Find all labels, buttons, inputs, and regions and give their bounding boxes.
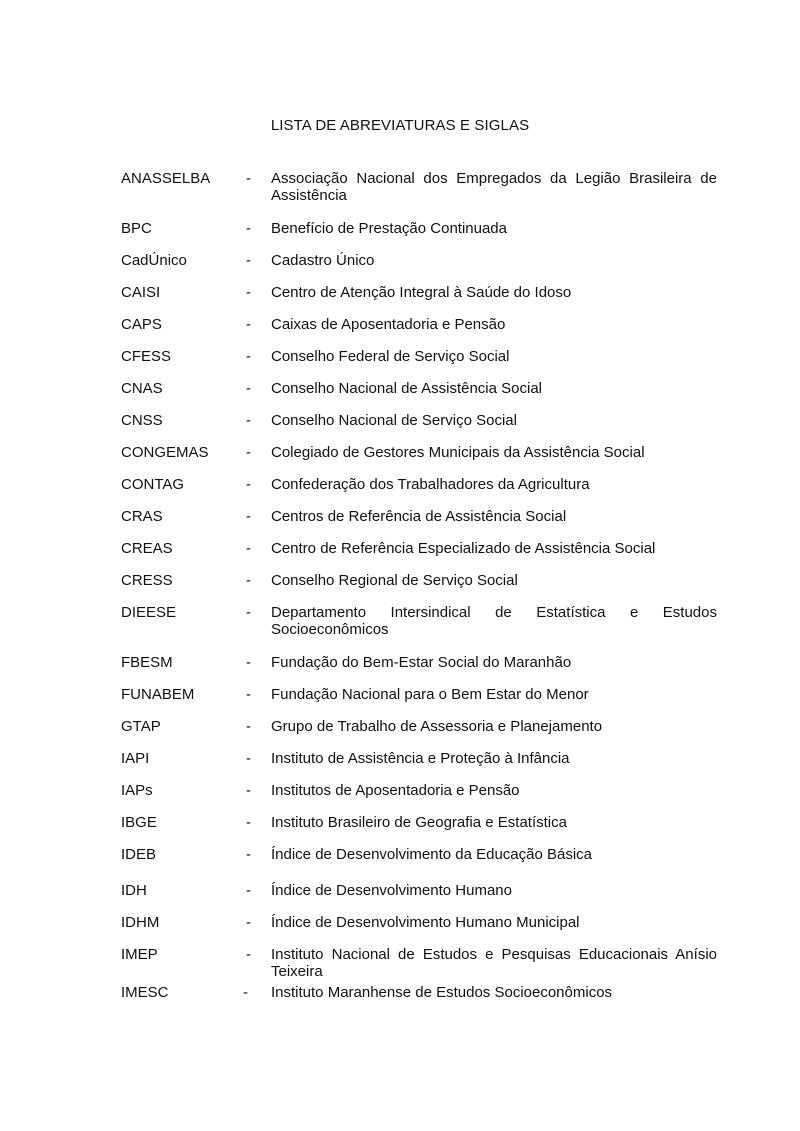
abbreviation: IMEP bbox=[121, 946, 158, 963]
abbreviation-description: Centros de Referência de Assistência Social bbox=[271, 508, 567, 525]
abbreviation: CadÚnico bbox=[121, 252, 187, 269]
abbreviation-description: Confederação dos Trabalhadores da Agricultura bbox=[271, 476, 590, 493]
separator-dash: - bbox=[246, 882, 251, 899]
separator-dash: - bbox=[246, 252, 251, 269]
separator-dash: - bbox=[246, 380, 251, 397]
separator-dash: - bbox=[246, 444, 251, 461]
abbreviation-description: Instituto Nacional de Estudos e Pesquisas Educacionais Anísio Teixeira bbox=[271, 946, 717, 980]
abbreviation: CNSS bbox=[121, 412, 163, 429]
separator-dash: - bbox=[246, 572, 251, 589]
separator-dash: - bbox=[246, 782, 251, 799]
abbreviation-description: Instituto Brasileiro de Geografia e Estatística bbox=[271, 814, 567, 831]
abbreviation: FBESM bbox=[121, 654, 173, 671]
separator-dash: - bbox=[246, 284, 251, 301]
abbreviation: FUNABEM bbox=[121, 686, 195, 703]
separator-dash: - bbox=[246, 814, 251, 831]
separator-dash: - bbox=[246, 654, 251, 671]
abbreviation-description: Cadastro Único bbox=[271, 252, 375, 269]
separator-dash: - bbox=[246, 686, 251, 703]
abbreviation: IAPI bbox=[121, 750, 150, 767]
separator-dash: - bbox=[246, 220, 251, 237]
abbreviation-description: Caixas de Aposentadoria e Pensão bbox=[271, 316, 506, 333]
abbreviation: IAPs bbox=[121, 782, 153, 799]
separator-dash: - bbox=[246, 508, 251, 525]
abbreviation-description: Benefício de Prestação Continuada bbox=[271, 220, 507, 237]
separator-dash: - bbox=[246, 316, 251, 333]
abbreviation-description: Departamento Intersindical de Estatística e Estudos Socioeconômicos bbox=[271, 604, 717, 638]
abbreviation-description: Instituto Maranhense de Estudos Socioeconômicos bbox=[271, 984, 613, 1001]
abbreviation: CRAS bbox=[121, 508, 163, 525]
abbreviation: IDEB bbox=[121, 846, 157, 863]
abbreviation: ANASSELBA bbox=[121, 170, 211, 187]
abbreviation: CFESS bbox=[121, 348, 172, 365]
abbreviation-description: Fundação do Bem-Estar Social do Maranhão bbox=[271, 654, 572, 671]
abbreviation-description: Fundação Nacional para o Bem Estar do Menor bbox=[271, 686, 589, 703]
separator-dash: - bbox=[246, 604, 251, 621]
abbreviation: CONTAG bbox=[121, 476, 185, 493]
abbreviation-description: Índice de Desenvolvimento Humano Municipal bbox=[271, 914, 580, 931]
abbreviation-description: Institutos de Aposentadoria e Pensão bbox=[271, 782, 520, 799]
abbreviation: IDH bbox=[121, 882, 147, 899]
separator-dash: - bbox=[246, 718, 251, 735]
separator-dash: - bbox=[246, 946, 251, 963]
abbreviation: IBGE bbox=[121, 814, 157, 831]
abbreviation-description: Associação Nacional dos Empregados da Legião Brasileira de Assistência bbox=[271, 170, 717, 204]
abbreviation: CRESS bbox=[121, 572, 173, 589]
separator-dash: - bbox=[246, 750, 251, 767]
abbreviation-description: Conselho Nacional de Assistência Social bbox=[271, 380, 542, 397]
separator-dash: - bbox=[246, 846, 251, 863]
abbreviation-description: Índice de Desenvolvimento da Educação Básica bbox=[271, 846, 593, 863]
abbreviation: CAISI bbox=[121, 284, 161, 301]
abbreviation: GTAP bbox=[121, 718, 161, 735]
separator-dash: - bbox=[246, 170, 251, 187]
abbreviation: IMESC bbox=[121, 984, 169, 1001]
separator-dash: - bbox=[246, 476, 251, 493]
abbreviation: DIEESE bbox=[121, 604, 177, 621]
abbreviation-description: Índice de Desenvolvimento Humano bbox=[271, 882, 512, 899]
abbreviation: IDHM bbox=[121, 914, 160, 931]
abbreviation-description: Grupo de Trabalho de Assessoria e Planejamento bbox=[271, 718, 603, 735]
abbreviation-description: Instituto de Assistência e Proteção à Infância bbox=[271, 750, 570, 767]
separator-dash: - bbox=[246, 348, 251, 365]
abbreviation: CAPS bbox=[121, 316, 162, 333]
separator-dash: - bbox=[246, 914, 251, 931]
separator-dash: - bbox=[243, 984, 248, 1001]
abbreviation: CREAS bbox=[121, 540, 173, 557]
abbreviation-description: Conselho Regional de Serviço Social bbox=[271, 572, 518, 589]
page-title: LISTA DE ABREVIATURAS E SIGLAS bbox=[270, 117, 530, 134]
abbreviation: CONGEMAS bbox=[121, 444, 209, 461]
abbreviation-description: Centro de Atenção Integral à Saúde do Idoso bbox=[271, 284, 572, 301]
abbreviation-description: Conselho Federal de Serviço Social bbox=[271, 348, 510, 365]
abbreviation-description: Colegiado de Gestores Municipais da Assistência Social bbox=[271, 444, 645, 461]
abbreviation-description: Centro de Referência Especializado de Assistência Social bbox=[271, 540, 656, 557]
separator-dash: - bbox=[246, 412, 251, 429]
abbreviation: CNAS bbox=[121, 380, 163, 397]
abbreviation-description: Conselho Nacional de Serviço Social bbox=[271, 412, 517, 429]
abbreviation: BPC bbox=[121, 220, 152, 237]
separator-dash: - bbox=[246, 540, 251, 557]
